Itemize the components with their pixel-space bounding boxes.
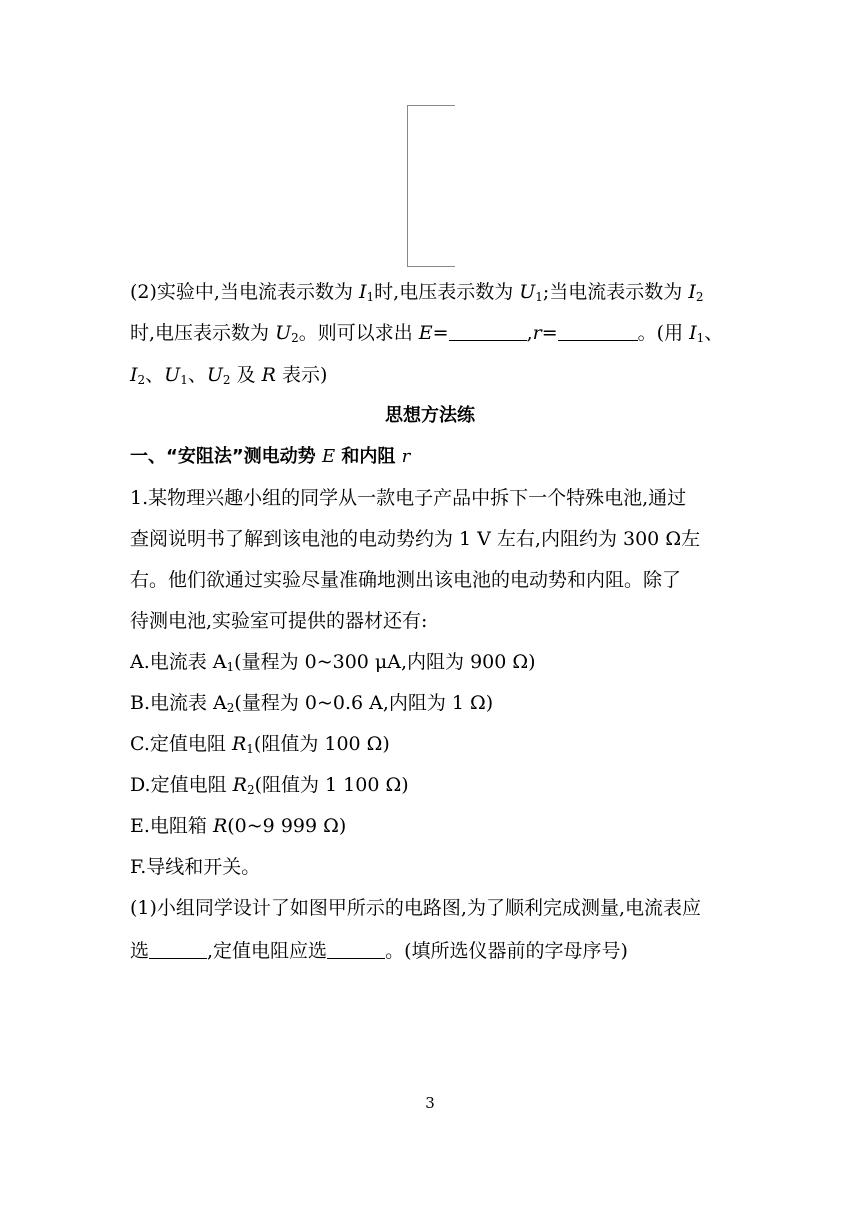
text: 和内阻: [335, 446, 402, 467]
text: 。(用: [637, 322, 690, 344]
var-R: R: [231, 733, 247, 755]
option-d: [130, 773, 409, 802]
text: (2)实验中,当电流表示数为: [130, 281, 359, 303]
answer-blank-resistor[interactable]: [327, 940, 385, 959]
problem1-line-2: 查阅说明书了解到该电池的电动势约为 1 V 左右,内阻约为 300 Ω左: [130, 528, 701, 550]
problem1-line-4: 待测电池,实验室可提供的器材还有:: [130, 610, 428, 632]
sub1-line-1: (1)小组同学设计了如图甲所示的电路图,为了顺利完成测量,电流表应: [130, 897, 701, 919]
sub1-line-2: [130, 939, 628, 963]
var-U: U: [519, 281, 536, 303]
circuit-wire: [408, 106, 456, 267]
var-r: r: [532, 322, 542, 344]
text: (量程为 0~300 μA,内阻为 900 Ω): [234, 651, 536, 673]
var-R: R: [232, 774, 247, 796]
subscript: 2: [246, 783, 255, 797]
var-U: U: [206, 364, 223, 386]
subscript: 2: [695, 290, 704, 304]
q2-line-3: [130, 363, 327, 392]
text: (阻值为 1 100 Ω): [254, 774, 409, 796]
text: 选: [130, 940, 150, 962]
var-E: E: [321, 446, 336, 467]
q2-line-1: [130, 280, 704, 309]
section-title: 思想方法练: [385, 405, 475, 426]
subscript: 1: [246, 742, 254, 756]
subscript: 1: [696, 331, 705, 345]
answer-blank-r[interactable]: [558, 322, 638, 341]
text: 时,电压表示数为: [130, 322, 276, 344]
var-I: I: [359, 281, 367, 303]
subscript: 1: [226, 660, 235, 674]
text: C.定值电阻: [130, 733, 232, 755]
subscript: 2: [222, 373, 231, 387]
option-c: [130, 732, 390, 761]
subsection-heading: [130, 445, 410, 469]
subscript: 2: [226, 701, 235, 715]
text: 、: [145, 364, 165, 386]
subscript: 1: [535, 290, 543, 304]
var-R: R: [212, 815, 228, 837]
subscript: 1: [180, 373, 188, 387]
text: (阻值为 100 Ω): [253, 733, 390, 755]
var-U: U: [275, 322, 292, 344]
text: 表示): [275, 364, 328, 386]
var-U: U: [164, 364, 181, 386]
option-e: [130, 814, 346, 838]
text: (0~9 999 Ω): [227, 815, 347, 837]
option-f: F.导线和开关。: [130, 856, 261, 878]
subscript: 1: [366, 290, 375, 304]
answer-blank-ammeter[interactable]: [149, 940, 207, 959]
text: D.定值电阻: [130, 774, 233, 796]
option-b: [130, 691, 493, 720]
circuit-diagram-fragment: [407, 105, 455, 267]
page-number: 3: [425, 1094, 435, 1112]
subscript: 2: [291, 331, 299, 345]
text: 。(填所选仪器前的字母序号): [385, 940, 628, 962]
text: B.电流表 A: [130, 692, 227, 714]
var-I: I: [689, 322, 697, 344]
problem1-line-1: 1.某物理兴趣小组的同学从一款电子产品中拆下一个特殊电池,通过: [130, 487, 687, 509]
var-R: R: [261, 364, 276, 386]
text: ;当电流表示数为: [542, 281, 689, 303]
subscript: 2: [137, 373, 146, 387]
text: 、: [704, 322, 724, 344]
text: 及: [230, 364, 262, 386]
text: E.电阻箱: [130, 815, 213, 837]
text: A.电流表 A: [130, 651, 227, 673]
var-E: E: [418, 322, 433, 344]
text: =: [432, 322, 449, 344]
q2-line-2: [130, 321, 723, 350]
text: 一、“安阻法”测电动势: [130, 446, 322, 467]
option-a: [130, 650, 536, 679]
var-r: r: [401, 446, 411, 467]
text: 、: [187, 364, 207, 386]
var-I: I: [688, 281, 696, 303]
text: ,: [526, 322, 533, 344]
answer-blank-e[interactable]: [449, 322, 527, 341]
problem1-line-3: 右。他们欲通过实验尽量准确地测出该电池的电动势和内阻。除了: [130, 569, 682, 591]
text: ,定值电阻应选: [207, 940, 328, 962]
text: 。则可以求出: [298, 322, 419, 344]
text: 时,电压表示数为: [374, 281, 520, 303]
text: =: [541, 322, 558, 344]
text: (量程为 0~0.6 A,内阻为 1 Ω): [234, 692, 494, 714]
var-I: I: [130, 364, 138, 386]
